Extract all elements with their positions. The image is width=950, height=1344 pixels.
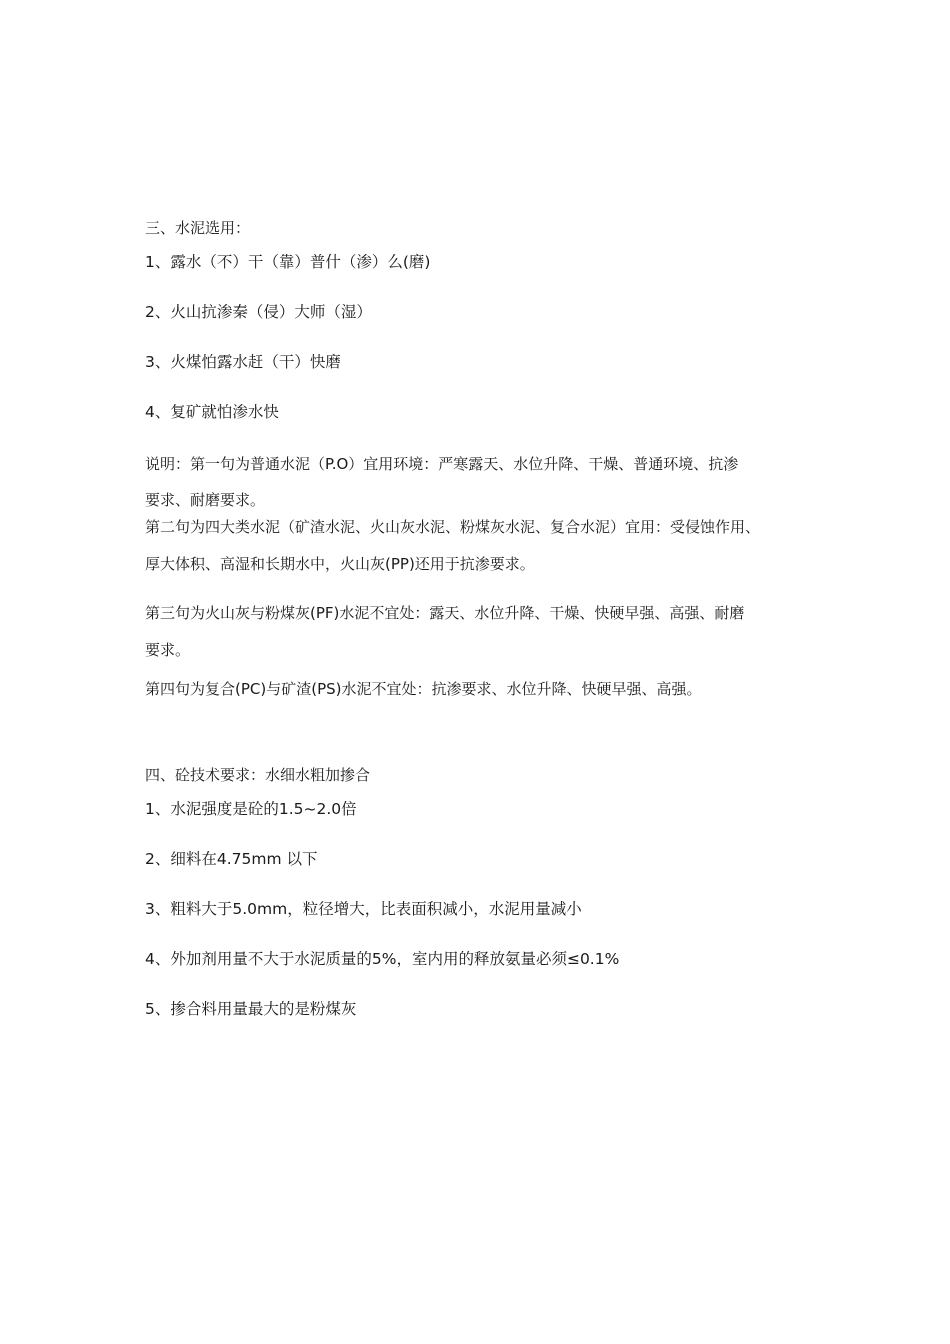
section-4-item-3: 3、粗料大于5.0mm，粒径增大，比表面积减小，水泥用量减小 (145, 900, 582, 918)
section-3-item-1: 1、露水（不）干（靠）普什（渗）么(磨) (145, 253, 431, 271)
note-line-5: 第三句为火山灰与粉煤灰(PF)水泥不宜处：露天、水位升降、干燥、快硬早强、高强、耐磨 (145, 604, 745, 622)
note-line-4: 厚大体积、高湿和长期水中，火山灰(PP)还用于抗渗要求。 (145, 555, 535, 573)
section-4-heading: 四、砼技术要求：水细水粗加掺合 (145, 766, 371, 784)
section-4-item-2: 2、细料在4.75mm 以下 (145, 850, 318, 868)
section-3-item-2: 2、火山抗渗秦（侵）大师（湿） (145, 303, 372, 321)
section-4-item-4: 4、外加剂用量不大于水泥质量的5%，室内用的释放氨量必须≤0.1% (145, 950, 620, 968)
note-line-6: 要求。 (145, 641, 191, 659)
note-line-3: 第二句为四大类水泥（矿渣水泥、火山灰水泥、粉煤灰水泥、复合水泥）宜用：受侵蚀作用、 (145, 518, 761, 536)
section-4-item-5: 5、掺合料用量最大的是粉煤灰 (145, 1000, 357, 1018)
section-3-item-4: 4、复矿就怕渗水快 (145, 403, 279, 421)
section-3-item-3: 3、火煤怕露水赶（干）快磨 (145, 353, 341, 371)
note-line-7: 第四句为复合(PC)与矿渣(PS)水泥不宜处：抗渗要求、水位升降、快硬早强、高强。 (145, 680, 702, 698)
section-3-heading: 三、水泥选用： (145, 219, 251, 237)
note-line-2: 要求、耐磨要求。 (145, 491, 266, 509)
section-4-item-1: 1、水泥强度是砼的1.5~2.0倍 (145, 800, 357, 818)
note-line-1: 说明：第一句为普通水泥（P.O）宜用环境：严寒露天、水位升降、干燥、普通环境、抗渗 (145, 455, 739, 473)
